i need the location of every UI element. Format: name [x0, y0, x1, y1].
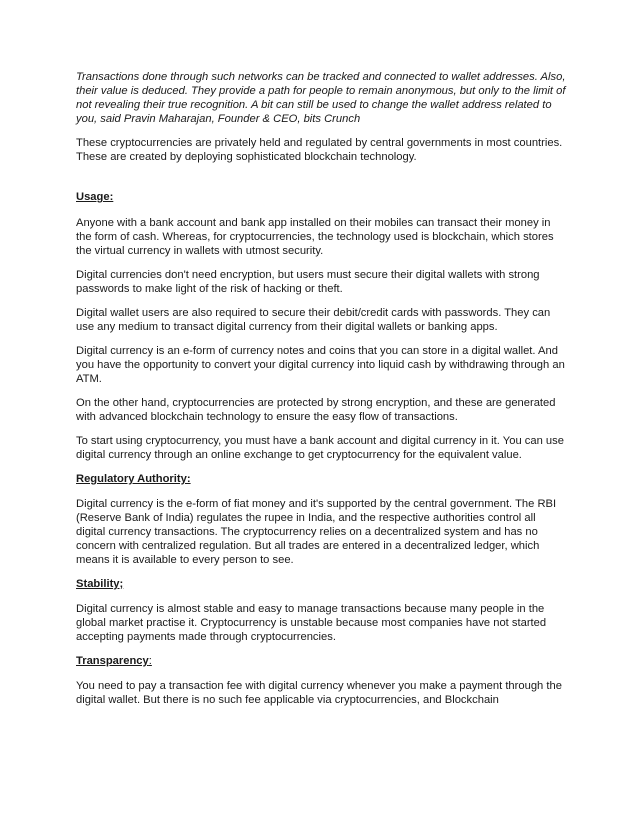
intro-quote: Transactions done through such networks can be tracked and connected to wallet addresses. Also, their value is deduced. They provide a path for people to remain anonymous, but only to the limit of not revealing their true recognition. A bit can still be used to change the wallet address related to you, said Pravin Maharajan, Founder & CEO, bits Crunch	[76, 71, 566, 125]
usage-paragraph-1: Anyone with a bank account and bank app installed on their mobiles can transact their money in the form of cash. Whereas, for cryptocurrencies, the technology used is blockchain, which stores the virtual currency in wallets with utmost security.	[76, 217, 554, 257]
usage-paragraph-3: Digital wallet users are also required to secure their debit/credit cards with passwords. They can use any medium to transact digital currency from their digital wallets or banking apps.	[76, 307, 551, 333]
stability-heading: Stability;	[76, 578, 124, 590]
intro-paragraph: These cryptocurrencies are privately held and regulated by central governments in most countries. These are created by deploying sophisticated blockchain technology.	[76, 137, 563, 163]
regulatory-heading: Regulatory Authority:	[76, 473, 191, 485]
transparency-heading-text: Transparency	[76, 655, 149, 667]
document-page	[76, 70, 566, 717]
transparency-paragraph: You need to pay a transaction fee with digital currency whenever you make a payment through the digital wallet. But there is no such fee applicable via cryptocurrencies, and Blockchain	[76, 680, 562, 706]
usage-heading: Usage:	[76, 191, 114, 203]
usage-paragraph-6: To start using cryptocurrency, you must have a bank account and digital currency in it. You can use digital currency through an online exchange to get cryptocurrency for the equivalent value.	[76, 435, 564, 461]
transparency-heading-suffix: :	[148, 655, 152, 667]
transparency-heading	[76, 654, 566, 668]
usage-paragraph-5: On the other hand, cryptocurrencies are protected by strong encryption, and these are generated with advanced blockchain technology to ensure the easy flow of transactions.	[76, 397, 556, 423]
usage-paragraph-4: Digital currency is an e-form of currency notes and coins that you can store in a digital wallet. And you have the opportunity to convert your digital currency into liquid cash by withdrawing through an ATM.	[76, 345, 565, 385]
regulatory-paragraph: Digital currency is the e-form of fiat money and it's supported by the central government. The RBI (Reserve Bank of India) regulates the rupee in India, and the respective authorities control all digital currency transactions. The cryptocurrency relies on a decentralized system and has no concern with centralized regulation. But all trades are entered in a decentralized ledger, which means it is available to every person to see.	[76, 498, 557, 566]
stability-paragraph: Digital currency is almost stable and easy to manage transactions because many people in the global market practise it. Cryptocurrency is unstable because most companies have not started accepting payments made through cryptocurrencies.	[76, 603, 547, 643]
usage-paragraph-2: Digital currencies don't need encryption, but users must secure their digital wallets with strong passwords to make light of the risk of hacking or theft.	[76, 269, 540, 295]
